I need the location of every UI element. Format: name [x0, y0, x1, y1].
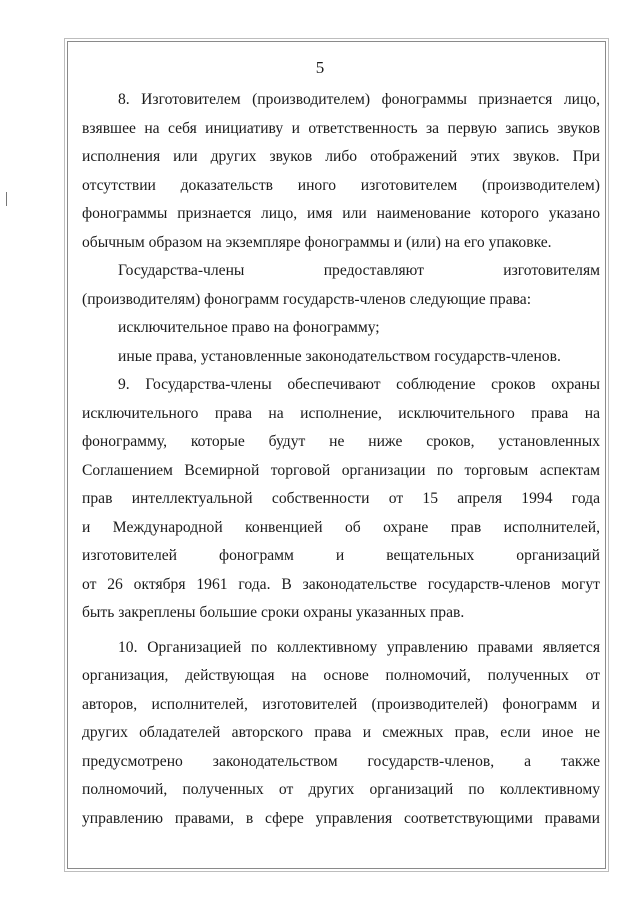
- text-line: Соглашением Всемирной торговой организации по торговым аспектам: [82, 461, 600, 479]
- margin-mark: [6, 192, 7, 206]
- text-line: исключительное право на фонограмму;: [118, 319, 380, 336]
- text-line: 9. Государства-члены обеспечивают соблюдение сроков охраны: [118, 376, 600, 393]
- text-line: исключительного права на исполнение, исключительного права на: [82, 404, 600, 422]
- text-line: Государства-члены предоставляют изготовителям: [118, 262, 600, 279]
- text-line: предусмотрено законодательством государств-членов, а также: [82, 752, 600, 770]
- text-line: 10. Организацией по коллективному управлению правами является: [118, 638, 600, 656]
- text-line: прав интеллектуальной собственности от 15 апреля 1994 года: [82, 490, 600, 507]
- text-line: авторов, исполнителей, изготовителей (производителей) фонограмм и: [82, 695, 600, 713]
- text-line: и Международной конвенцией об охране прав исполнителей,: [82, 518, 600, 536]
- page-number: 5: [315, 58, 325, 77]
- text-line: изготовителей фонограмм и вещательных организаций: [82, 547, 600, 564]
- document-body: [82, 86, 600, 833]
- text-line: фонограмму, которые будут не ниже сроков, установленных: [82, 433, 600, 450]
- text-line: иные права, установленные законодательством государств-членов.: [118, 347, 561, 365]
- text-line: других обладателей авторского права и смежных прав, если иное не: [82, 724, 600, 741]
- text-line: быть закреплены большие сроки охраны указанных прав.: [82, 604, 465, 621]
- text-line: отсутствии доказательств иного изготовителем (производителем): [82, 176, 600, 194]
- text-line: фонограммы признается лицо, имя или наименование которого указано: [82, 205, 600, 222]
- text-line: 8. Изготовителем (производителем) фонограммы признается лицо,: [118, 91, 600, 108]
- text-line: (производителям) фонограмм государств-членов следующие права:: [82, 290, 532, 308]
- text-line: обычным образом на экземпляре фонограммы и (или) на его упаковке.: [82, 233, 552, 251]
- text-line: полномочий, полученных от других организаций по коллективному: [82, 781, 600, 798]
- text-line: управлению правами, в сфере управления соответствующими правами: [82, 809, 600, 827]
- text-line: организация, действующая на основе полномочий, полученных от: [82, 667, 600, 684]
- text-line: от 26 октября 1961 года. В законодательстве государств-членов могут: [82, 575, 600, 593]
- text-line: взявшее на себя инициативу и ответственность за первую запись звуков: [82, 119, 600, 137]
- text-line: исполнения или других звуков либо отображений этих звуков. При: [82, 148, 600, 165]
